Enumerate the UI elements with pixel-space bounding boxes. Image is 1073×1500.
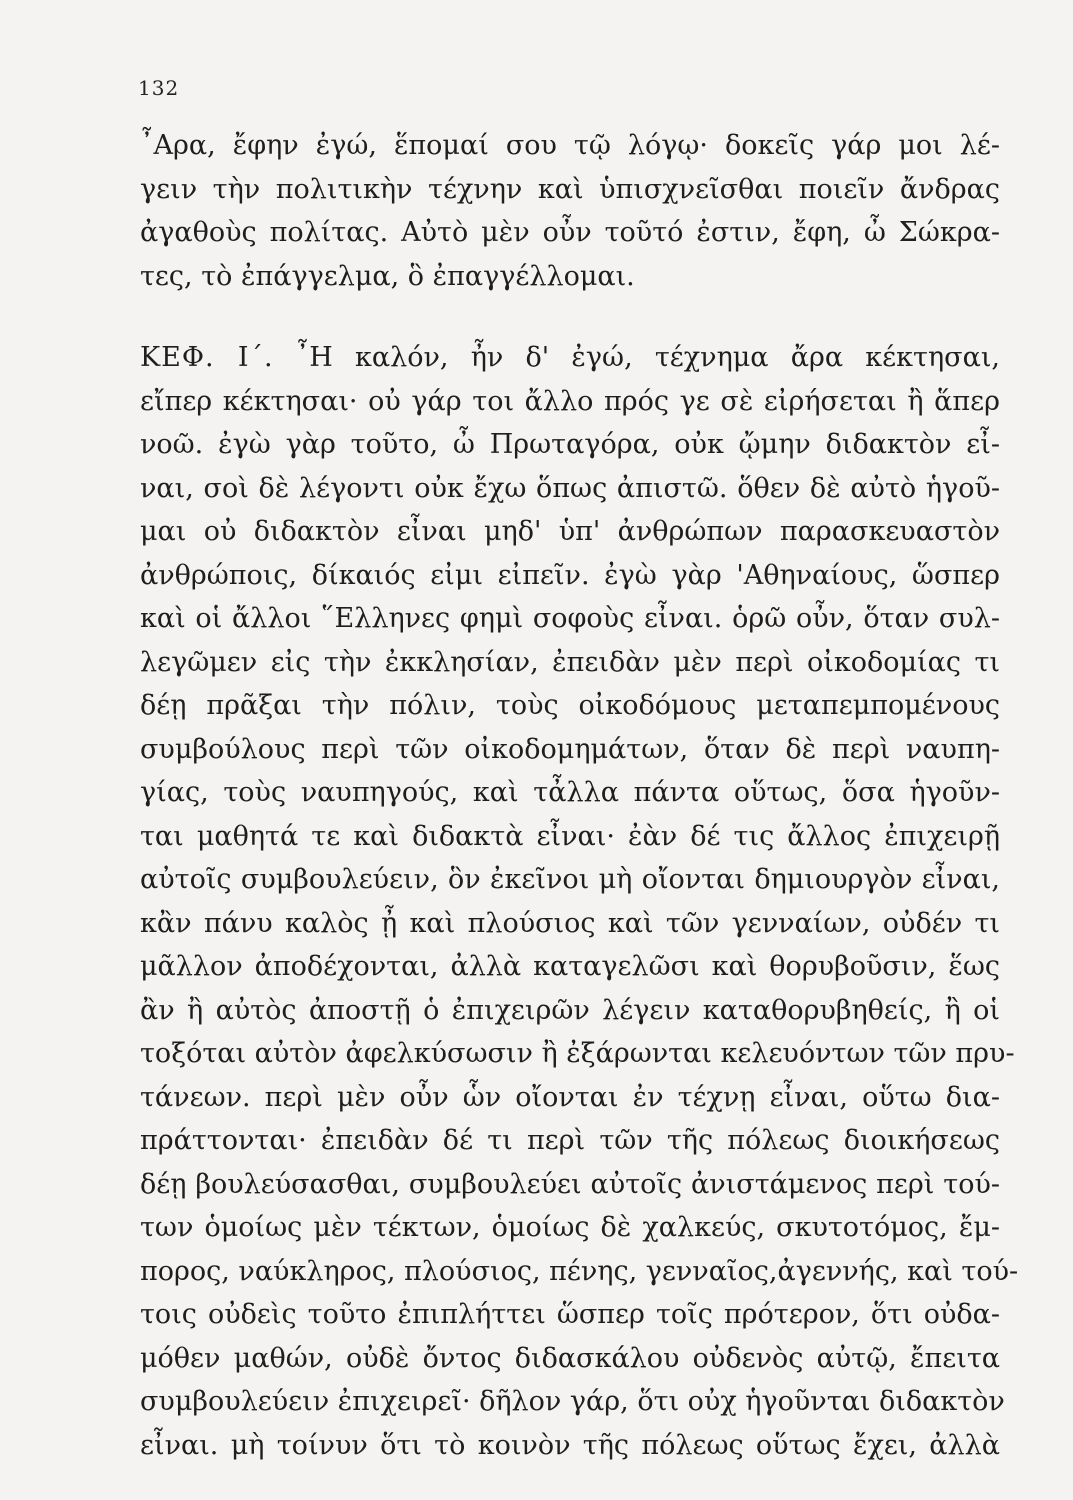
text-line: πράττονται· ἐπειδὰν δέ τι περὶ τῶν τῆς πόλεως διοικήσεως [140, 1125, 1000, 1156]
text-line: των ὁμοίως μὲν τέκτων, ὁμοίως δὲ χαλκεύς, σκυτοτόμος, ἔμ- [140, 1212, 1000, 1243]
text-line: εἶναι. μὴ τοίνυν ὅτι τὸ κοινὸν τῆς πόλεως οὕτως ἔχει, ἀλλὰ [140, 1429, 1000, 1461]
text-line: κἂν πάνυ καλὸς ᾖ καὶ πλούσιος καὶ τῶν γενναίων, οὐδέν τι [140, 907, 1000, 939]
text-line: μᾶλλον ἀποδέχονται, ἀλλὰ καταγελῶσι καὶ θορυβοῦσιν, ἕως [140, 951, 1000, 982]
text-line: νοῶ. ἐγὼ γὰρ τοῦτο, ὦ Πρωταγόρα, οὐκ ᾤμην διδακτὸν εἶ- [140, 429, 1000, 460]
text-line: λεγῶμεν εἰς τὴν ἐκκλησίαν, ἐπειδὰν μὲν περὶ οἰκοδομίας τι [140, 646, 1000, 678]
text-line: εἴπερ κέκτησαι· οὐ γάρ τοι ἄλλο πρός γε σὲ εἰρήσεται ἢ ἅπερ [140, 385, 1000, 417]
text-line: ῏Αρα, ἔφην ἐγώ, ἕπομαί σου τῷ λόγῳ· δοκεῖς γάρ μοι λέ- [140, 130, 1000, 161]
chapter-heading: ΚΕΦ. Ι΄. [140, 342, 274, 373]
text-line: συμβουλεύειν ἐπιχειρεῖ· δῆλον γάρ, ὅτι οὐχ ἡγοῦνται διδακτὸν [140, 1386, 1005, 1417]
text-line: ναι, σοὶ δὲ λέγοντι οὐκ ἔχω ὅπως ἀπιστῶ. ὅθεν δὲ αὐτὸ ἡγοῦ- [140, 472, 1000, 504]
text-line: μόθεν μαθών, οὐδὲ ὄντος διδασκάλου οὐδενὸς αὐτῷ, ἔπειτα [140, 1342, 1000, 1374]
text-line: γειν τὴν πολιτικὴν τέχνην καὶ ὑπισχνεῖσθαι ποιεῖν ἄνδρας [140, 173, 1000, 205]
text-line: ἀνθρώποις, δίκαιός εἰμι εἰπεῖν. ἐγὼ γὰρ 'Αθηναίους, ὥσπερ [140, 559, 1000, 591]
text-line: συμβούλους περὶ τῶν οἰκοδομημάτων, ὅταν δὲ περὶ ναυπη- [140, 733, 1000, 765]
paragraph-2 [140, 336, 1019, 1467]
text-line: τες, τὸ ἐπάγγελμα, ὃ ἐπαγγέλλομαι. [140, 260, 635, 292]
text-line: αὐτοῖς συμβουλεύειν, ὃν ἐκεῖνοι μὴ οἴονται δημιουργὸν εἶναι, [140, 864, 1000, 895]
text-line: καὶ οἱ ἄλλοι ῞Ελληνες φημὶ σοφοὺς εἶναι. ὁρῶ οὖν, ὅταν συλ- [140, 603, 1000, 634]
page-number: 132 [138, 76, 180, 100]
text-line: ἀγαθοὺς πολίτας. Αὐτὸ μὲν οὖν τοῦτό ἐστιν, ἔφη, ὦ Σώκρα- [140, 217, 1000, 248]
text-line: τοις οὐδεὶς τοῦτο ἐπιπλήττει ὥσπερ τοῖς πρότερον, ὅτι οὐδα- [140, 1299, 1000, 1330]
text-line: ἂν ἢ αὐτὸς ἀποστῇ ὁ ἐπιχειρῶν λέγειν καταθορυβηθείς, ἢ οἱ [140, 994, 1000, 1026]
chapter-first-line: ῏Η καλόν, ἦν δ' ἐγώ, τέχνημα ἄρα κέκτησαι, [295, 342, 1000, 373]
text-line: δέῃ πρᾶξαι τὴν πόλιν, τοὺς οἰκοδόμους μεταπεμπομένους [140, 690, 1000, 721]
text-line: δέῃ βουλεύσασθαι, συμβουλεύει αὐτοῖς ἀνιστάμενος περὶ τού- [140, 1168, 1000, 1200]
text-line-chapter [140, 336, 1000, 380]
paragraph-1 [140, 124, 1000, 298]
text-line: τοξόται αὐτὸν ἀφελκύσωσιν ἢ ἐξάρωνται κελευόντων τῶν πρυ- [140, 1038, 1015, 1069]
text-line: ται μαθητά τε καὶ διδακτὰ εἶναι· ἐὰν δέ τις ἄλλος ἐπιχειρῇ [140, 820, 1000, 852]
text-line: γίας, τοὺς ναυπηγούς, καὶ τἆλλα πάντα οὕτως, ὅσα ἡγοῦν- [140, 777, 1000, 808]
text-line: τάνεων. περὶ μὲν οὖν ὧν οἴονται ἐν τέχνῃ εἶναι, οὕτω δια- [140, 1081, 1000, 1113]
text-line: μαι οὐ διδακτὸν εἶναι μηδ' ὑπ' ἀνθρώπων παρασκευαστὸν [140, 516, 1000, 547]
text-line: πορος, ναύκληρος, πλούσιος, πένης, γενναῖος,ἀγεννής, καὶ τού- [140, 1255, 1019, 1287]
